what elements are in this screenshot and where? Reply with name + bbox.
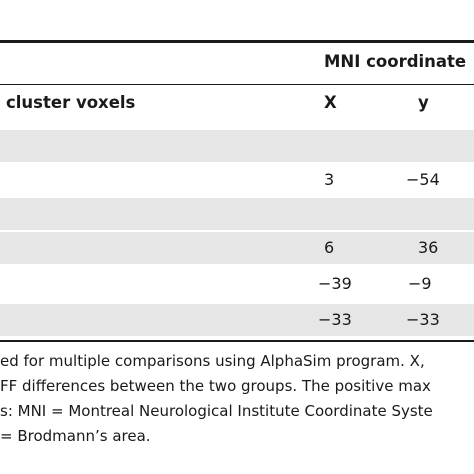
table-footnote: = Brodmann’s area.: [0, 427, 151, 445]
x-column-header: X: [324, 93, 337, 112]
table-footnote: FF differences between the two groups. The positive max: [0, 377, 431, 395]
table-row: [0, 268, 474, 300]
y-column-header: y: [418, 93, 429, 112]
section-band: [0, 198, 474, 230]
table-row: [0, 164, 474, 196]
table-row: [0, 304, 474, 336]
cluster-voxels-header: cluster voxels: [6, 93, 136, 112]
row-y-value: −9: [408, 274, 432, 293]
table-footnote: ed for multiple comparisons using AlphaSim program. X,: [0, 352, 425, 370]
row-x-value: 3: [324, 170, 335, 189]
row-y-value: 36: [418, 238, 439, 257]
row-x-value: 6: [324, 238, 335, 257]
table-bottom-rule: [0, 340, 474, 342]
row-x-value: −39: [318, 274, 352, 293]
row-y-value: −54: [406, 170, 440, 189]
row-y-value: −33: [406, 310, 440, 329]
table-footnote: s: MNI = Montreal Neurological Institute Coordinate Syste: [0, 402, 433, 420]
table-row: [0, 232, 474, 264]
header-divider-rule: [0, 84, 474, 85]
row-x-value: −33: [318, 310, 352, 329]
table-top-rule: [0, 40, 474, 43]
section-band: [0, 130, 474, 162]
mni-coordinate-header: MNI coordinate: [324, 52, 467, 71]
